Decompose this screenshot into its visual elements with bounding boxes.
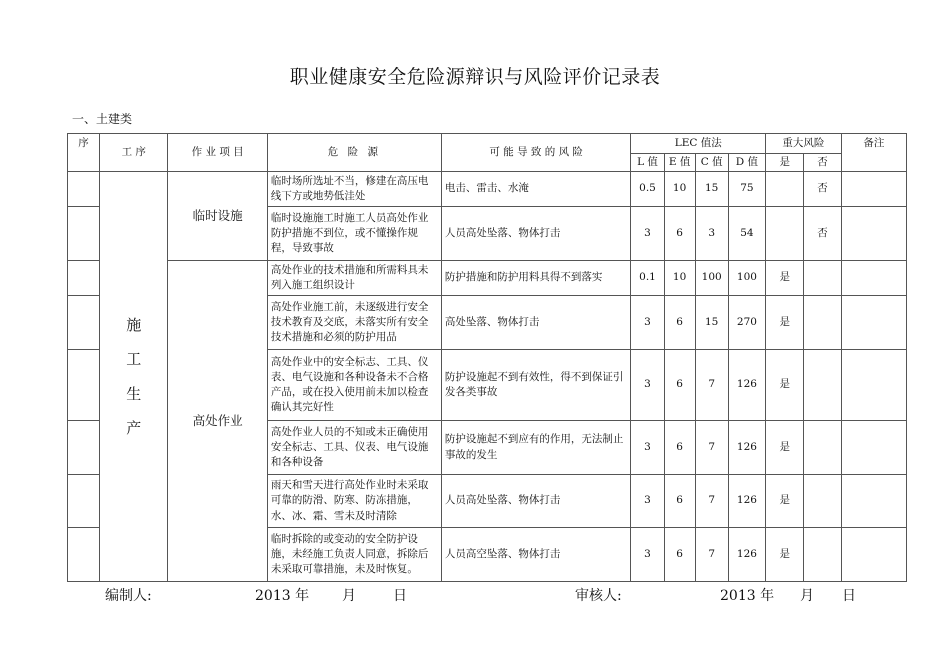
major-no (804, 421, 841, 475)
reviewer-label: 审核人: (575, 588, 622, 604)
header-l: L 值 (631, 154, 664, 172)
e-value: 6 (664, 475, 695, 528)
risk-cell: 防护措施和防护用料具得不到落实 (441, 261, 631, 296)
major-no (804, 261, 841, 296)
major-yes: 是 (766, 350, 804, 421)
process-char: 产 (126, 419, 142, 437)
c-value: 7 (695, 528, 728, 582)
remark-cell (841, 350, 906, 421)
d-value: 126 (728, 421, 765, 475)
e-value: 6 (664, 350, 695, 421)
seq-cell (68, 261, 100, 296)
seq-cell (68, 296, 100, 350)
process-cell (100, 172, 168, 582)
header-lec: LEC 值法 (631, 134, 766, 154)
header-process: 工 序 (100, 134, 168, 172)
d-value: 126 (728, 350, 765, 421)
seq-cell (68, 528, 100, 582)
e-value: 6 (664, 528, 695, 582)
major-no (804, 475, 841, 528)
signature-footer (0, 585, 950, 607)
hazard-cell: 雨天和雪天进行高处作业时未采取可靠的防滑、防寒、防冻措施，水、冰、霜、雪未及时清除 (267, 475, 441, 528)
risk-cell: 人员高处坠落、物体打击 (441, 207, 631, 261)
c-value: 15 (695, 296, 728, 350)
d-value: 270 (728, 296, 765, 350)
major-yes: 是 (766, 421, 804, 475)
table-row (68, 261, 907, 296)
work-item-cell: 临时设施 (168, 172, 267, 261)
risk-cell: 防护设施起不到应有的作用，无法制止事故的发生 (441, 421, 631, 475)
header-major: 重大风险 (766, 134, 842, 154)
review-year: 2013 年 (720, 588, 775, 604)
compile-month: 月 (342, 588, 356, 604)
page-title: 职业健康安全危险源辩识与风险评价记录表 (289, 66, 661, 88)
remark-cell (841, 528, 906, 582)
e-value: 6 (664, 296, 695, 350)
process-char: 生 (126, 384, 142, 403)
remark-cell (841, 475, 906, 528)
l-value: 3 (631, 207, 664, 261)
process-char: 工 (126, 350, 142, 368)
hazard-cell: 临时场所选址不当，修建在高压电线下方或地势低洼处 (267, 172, 441, 207)
remark-cell (841, 207, 906, 261)
d-value: 54 (728, 207, 765, 261)
major-yes (766, 172, 804, 207)
risk-cell: 高处坠落、物体打击 (441, 296, 631, 350)
header-e: E 值 (664, 154, 695, 172)
header-hazard: 危 险 源 (267, 134, 441, 172)
remark-cell (841, 261, 906, 296)
seq-cell (68, 421, 100, 475)
header-c: C 值 (695, 154, 728, 172)
d-value: 126 (728, 475, 765, 528)
major-no (804, 296, 841, 350)
header-no: 否 (804, 154, 841, 172)
major-yes: 是 (766, 296, 804, 350)
c-value: 15 (695, 172, 728, 207)
table-header-row (68, 134, 907, 154)
e-value: 10 (664, 261, 695, 296)
work-item-cell: 高处作业 (168, 261, 267, 582)
compile-year: 2013 年 (255, 588, 310, 604)
c-value: 7 (695, 475, 728, 528)
review-month: 月 (800, 588, 814, 604)
d-value: 75 (728, 172, 765, 207)
hazard-cell: 高处作业施工前，未逐级进行安全技术教育及交底，未落实所有安全技术措施和必须的防护用品 (267, 296, 441, 350)
risk-cell: 人员高处坠落、物体打击 (441, 475, 631, 528)
header-yes: 是 (766, 154, 804, 172)
c-value: 7 (695, 350, 728, 421)
hazard-cell: 临时设施施工时施工人员高处作业防护措施不到位，或不懂操作规程，导致事故 (267, 207, 441, 261)
seq-cell (68, 207, 100, 261)
major-no (804, 350, 841, 421)
c-value: 7 (695, 421, 728, 475)
hazard-cell: 高处作业人员的不知或未正确使用安全标志、工具、仪表、电气设施和各种设备 (267, 421, 441, 475)
compile-day: 日 (393, 588, 407, 604)
header-item: 作 业 项 目 (168, 134, 267, 172)
l-value: 3 (631, 350, 664, 421)
hazard-cell: 高处作业的技术措施和所需料具未列入施工组织设计 (267, 261, 441, 296)
process-char: 施 (126, 315, 142, 334)
hazard-cell: 临时拆除的或变动的安全防护设施，未经施工负责人同意，拆除后未采取可靠措施，未及时恢复。 (267, 528, 441, 582)
major-no (804, 528, 841, 582)
remark-cell (841, 421, 906, 475)
c-value: 3 (695, 207, 728, 261)
l-value: 3 (631, 528, 664, 582)
seq-cell (68, 172, 100, 207)
header-seq: 序 (68, 134, 100, 172)
risk-cell: 防护设施起不到有效性，得不到保证引发各类事故 (441, 350, 631, 421)
header-d: D 值 (728, 154, 765, 172)
risk-assessment-table (67, 133, 907, 582)
l-value: 3 (631, 475, 664, 528)
compiler-label: 编制人: (105, 588, 152, 604)
major-no: 否 (804, 172, 841, 207)
review-day: 日 (842, 588, 856, 604)
c-value: 100 (695, 261, 728, 296)
seq-cell (68, 475, 100, 528)
major-no: 否 (804, 207, 841, 261)
e-value: 6 (664, 207, 695, 261)
header-risk: 可 能 导 致 的 风 险 (441, 134, 631, 172)
major-yes: 是 (766, 475, 804, 528)
remark-cell (841, 296, 906, 350)
section-heading: 一、土建类 (72, 112, 133, 126)
seq-cell (68, 350, 100, 421)
table-row (68, 172, 907, 207)
d-value: 126 (728, 528, 765, 582)
remark-cell (841, 172, 906, 207)
d-value: 100 (728, 261, 765, 296)
major-yes (766, 207, 804, 261)
risk-cell: 电击、雷击、水淹 (441, 172, 631, 207)
l-value: 3 (631, 296, 664, 350)
l-value: 3 (631, 421, 664, 475)
l-value: 0.5 (631, 172, 664, 207)
e-value: 6 (664, 421, 695, 475)
e-value: 10 (664, 172, 695, 207)
major-yes: 是 (766, 528, 804, 582)
header-remark: 备注 (841, 134, 906, 172)
l-value: 0.1 (631, 261, 664, 296)
risk-cell: 人员高空坠落、物体打击 (441, 528, 631, 582)
major-yes: 是 (766, 261, 804, 296)
hazard-cell: 高处作业中的安全标志、工具、仪表、电气设施和各种设备未不合格产品，或在投入使用前未加以检查确认其完好性 (267, 350, 441, 421)
